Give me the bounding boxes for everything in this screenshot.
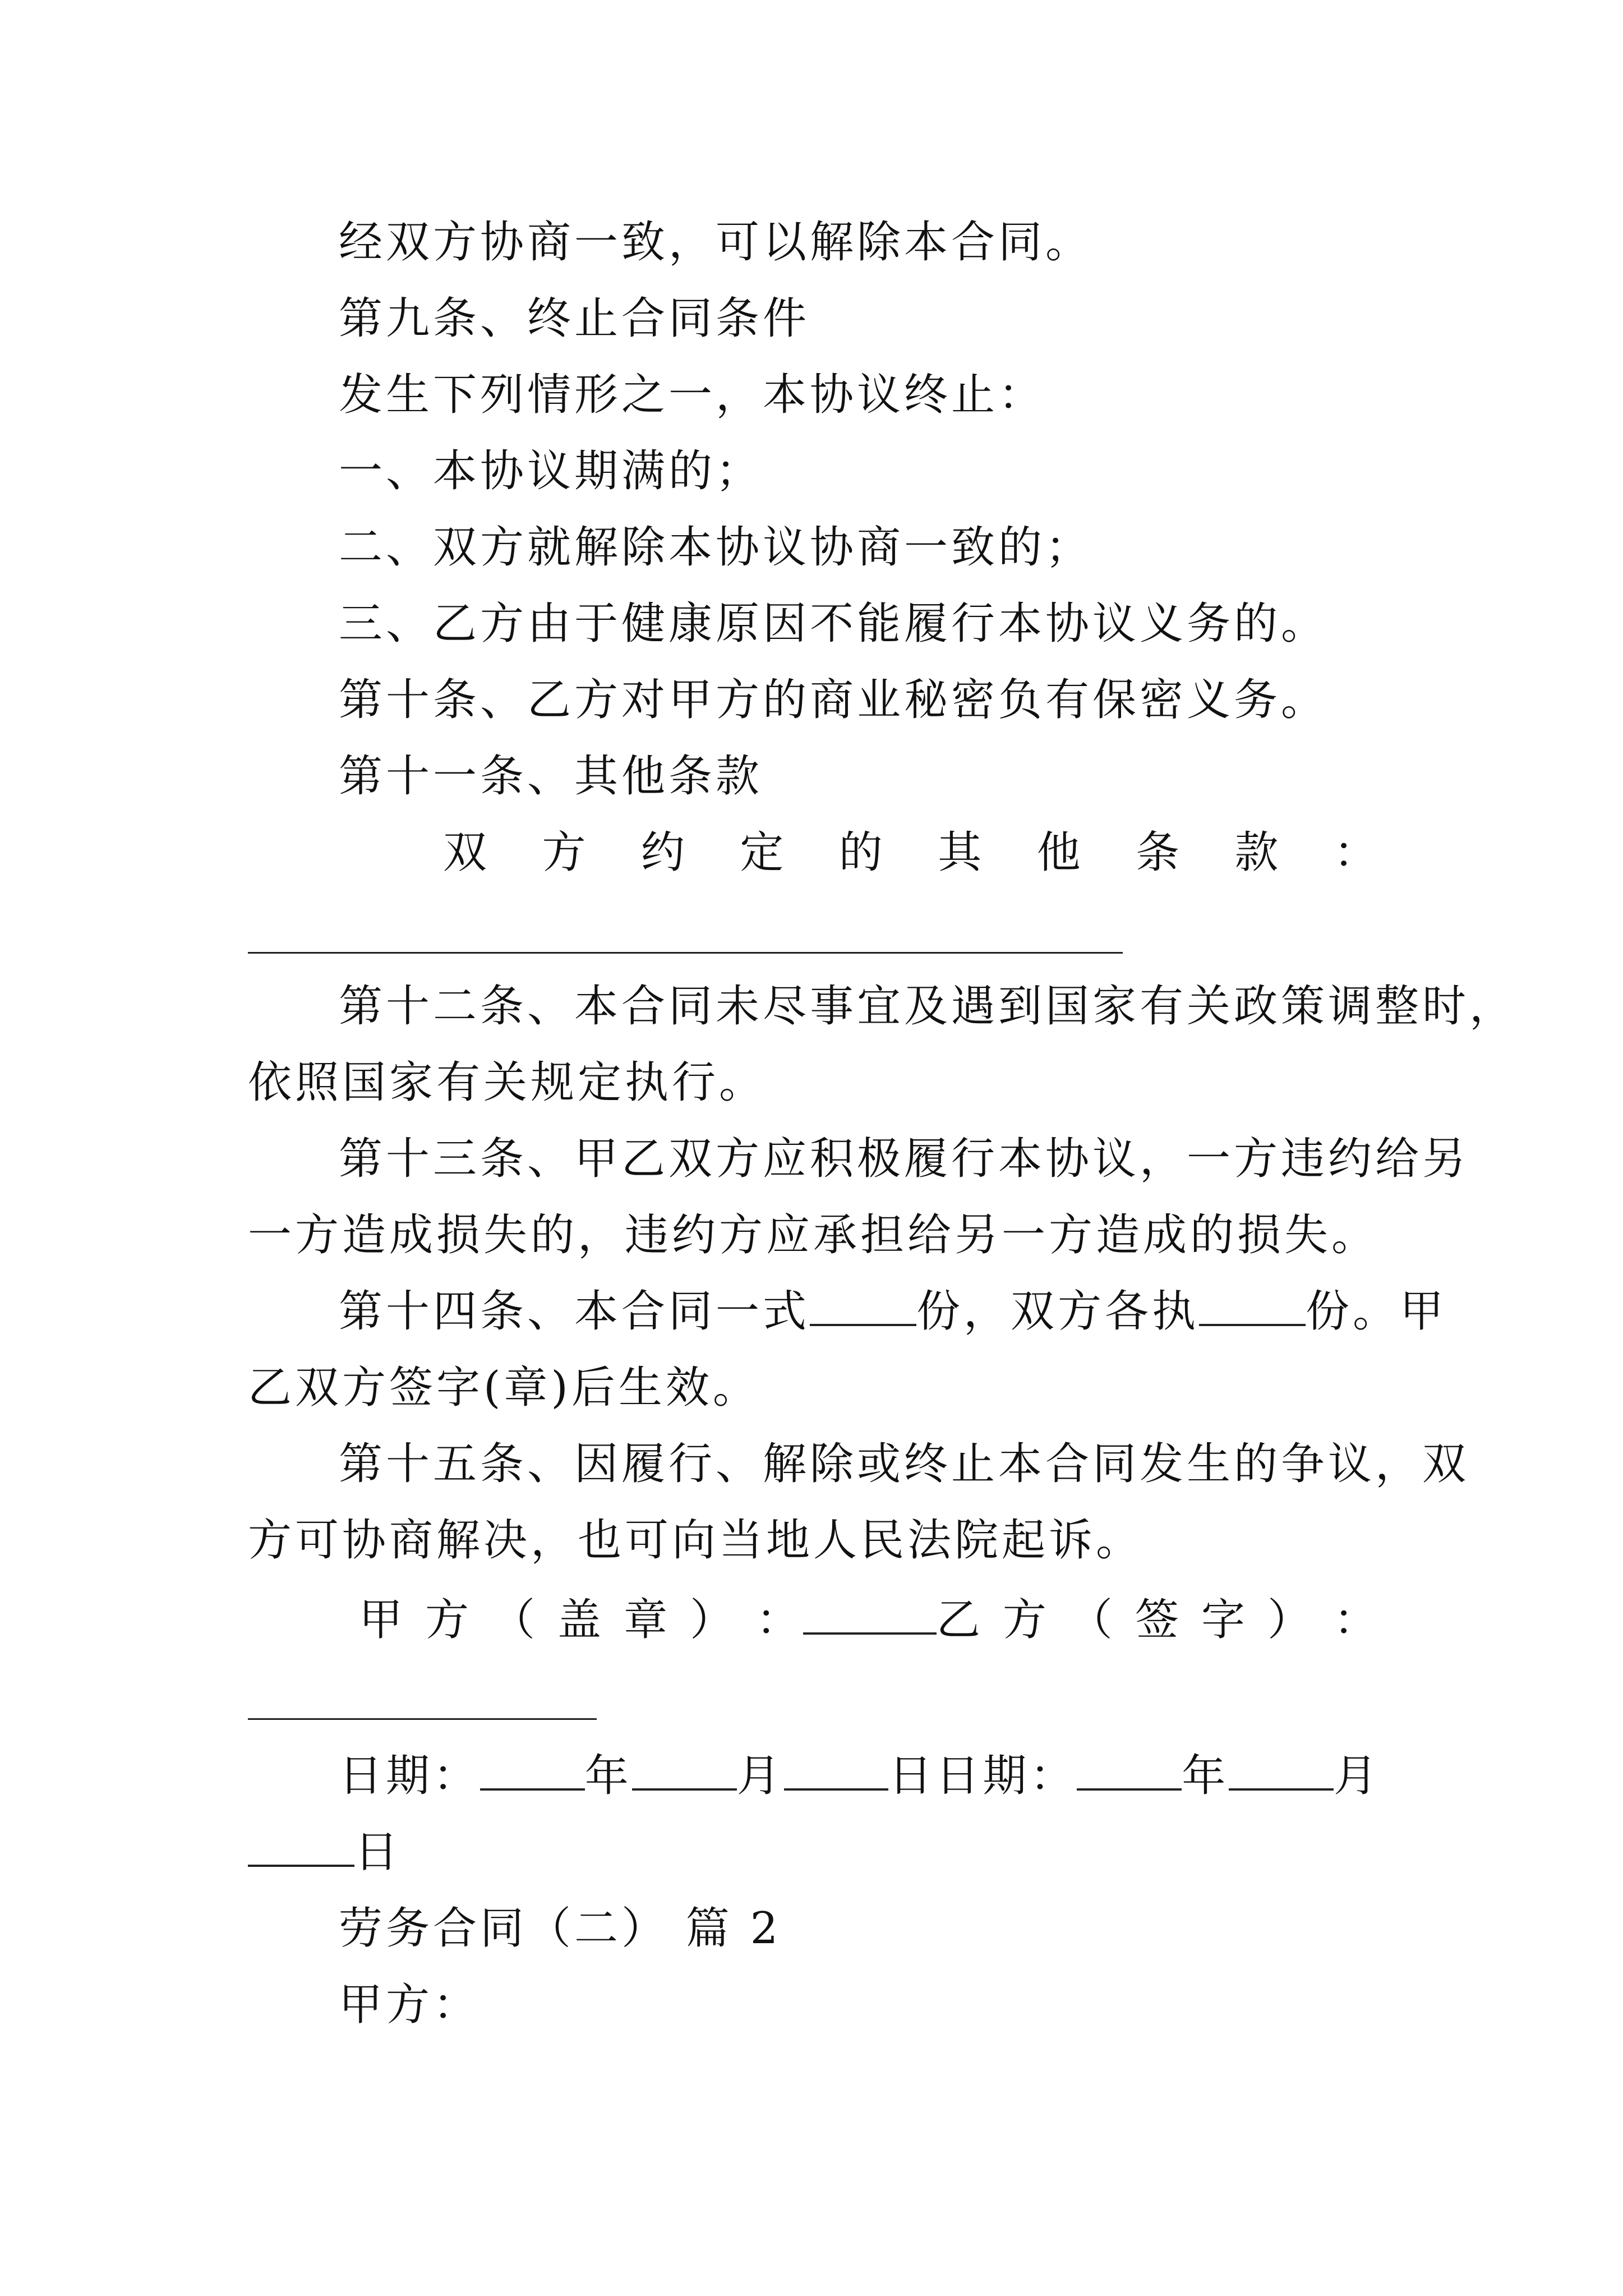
sig-char: 签 xyxy=(1135,1595,1182,1645)
other-terms-line xyxy=(443,826,1381,880)
article-11-heading: 第十一条、其他条款 xyxy=(339,751,763,802)
party-a-label: 甲方： xyxy=(339,1980,481,2030)
date-label-a: 日期： xyxy=(339,1751,481,1801)
article-14-line-1 xyxy=(339,1285,1447,1338)
sig-char: 乙 xyxy=(936,1595,984,1645)
date-a-month: 月 xyxy=(736,1751,784,1801)
party-a-seal-blank xyxy=(803,1593,937,1635)
other-terms-char: 方 xyxy=(542,827,589,878)
termination-intro: 发生下列情形之一，本协议终止： xyxy=(339,370,1046,420)
date-a-month-blank xyxy=(632,1749,737,1791)
section-2-title: 劳务合同（二） 篇 2 xyxy=(339,1903,782,1954)
other-terms-char: 的 xyxy=(838,827,886,878)
article-10: 第十条、乙方对甲方的商业秘密负有保密义务。 xyxy=(339,675,1329,725)
date-line-2 xyxy=(248,1825,1381,1879)
article-15-line-1: 第十五条、因履行、解除或终止本合同发生的争议，双 xyxy=(339,1439,1470,1489)
date-b-year-blank xyxy=(1077,1749,1182,1791)
sig-char: ： xyxy=(756,1595,804,1645)
article-12-line-1: 第十二条、本合同未尽事宜及遇到国家有关政策调整时， xyxy=(339,981,1517,1032)
termination-item-2: 二、双方就解除本协议协商一致的； xyxy=(339,522,1093,573)
party-a-seal-label xyxy=(359,1593,803,1647)
sig-char: 字 xyxy=(1201,1595,1248,1645)
date-b-month: 月 xyxy=(1334,1751,1381,1801)
other-terms-char: 款 xyxy=(1234,827,1282,878)
party-b-sign-label xyxy=(937,1593,1381,1647)
copies-each-blank xyxy=(1199,1285,1306,1326)
date-a-day-blank xyxy=(784,1749,889,1791)
article-15-line-2: 方可协商解决，也可向当地人民法院起诉。 xyxy=(248,1515,1144,1566)
date-b-day-blank xyxy=(248,1825,354,1867)
copies-total-blank xyxy=(810,1285,916,1326)
sig-char: 方 xyxy=(425,1595,473,1645)
paragraph-rescind: 经双方协商一致，可以解除本合同。 xyxy=(339,217,1093,268)
date-b-month-blank xyxy=(1229,1749,1334,1791)
date-label-b: 日期： xyxy=(935,1751,1077,1801)
other-terms-char: 约 xyxy=(640,827,688,878)
sig-char: ： xyxy=(1333,1595,1381,1645)
date-line xyxy=(339,1749,1381,1803)
article-14-text-c: 份。甲 xyxy=(1306,1286,1447,1337)
sig-char: ） xyxy=(690,1595,737,1645)
other-terms-fill-line xyxy=(248,952,1123,954)
sig-char: （ xyxy=(491,1595,539,1645)
article-9-heading: 第九条、终止合同条件 xyxy=(339,293,810,344)
article-13-line-2: 一方造成损失的，违约方应承担给另一方造成的损失。 xyxy=(248,1210,1379,1260)
sig-char: （ xyxy=(1068,1595,1116,1645)
article-13-line-1: 第十三条、甲乙双方应积极履行本协议，一方违约给另 xyxy=(339,1134,1470,1184)
sig-char: 方 xyxy=(1002,1595,1050,1645)
termination-item-3: 三、乙方由于健康原因不能履行本协议义务的。 xyxy=(339,599,1329,649)
termination-item-1: 一、本协议期满的； xyxy=(339,446,763,496)
article-14-line-2: 乙双方签字(章)后生效。 xyxy=(248,1363,760,1413)
other-terms-char: 他 xyxy=(1036,827,1084,878)
other-terms-char: 定 xyxy=(740,827,787,878)
date-b-year: 年 xyxy=(1182,1751,1229,1801)
other-terms-char: 其 xyxy=(938,827,985,878)
date-a-year: 年 xyxy=(584,1751,632,1801)
date-b-day: 日 xyxy=(354,1827,402,1878)
sig-char: 甲 xyxy=(359,1595,407,1645)
signature-line xyxy=(359,1593,1381,1647)
article-14-text-a: 第十四条、本合同一式 xyxy=(339,1286,810,1337)
other-terms-char: 条 xyxy=(1136,827,1183,878)
date-a-day: 日 xyxy=(888,1751,936,1801)
sig-char: 盖 xyxy=(557,1595,605,1645)
article-14-text-b: 份，双方各执 xyxy=(916,1286,1200,1337)
other-terms-char: ： xyxy=(1333,827,1381,878)
other-terms-char: 双 xyxy=(443,827,491,878)
sig-char: ） xyxy=(1267,1595,1315,1645)
sig-char: 章 xyxy=(624,1595,671,1645)
party-b-sign-fill-line xyxy=(248,1718,597,1720)
article-12-line-2: 依照国家有关规定执行。 xyxy=(248,1057,767,1108)
date-a-year-blank xyxy=(480,1749,585,1791)
